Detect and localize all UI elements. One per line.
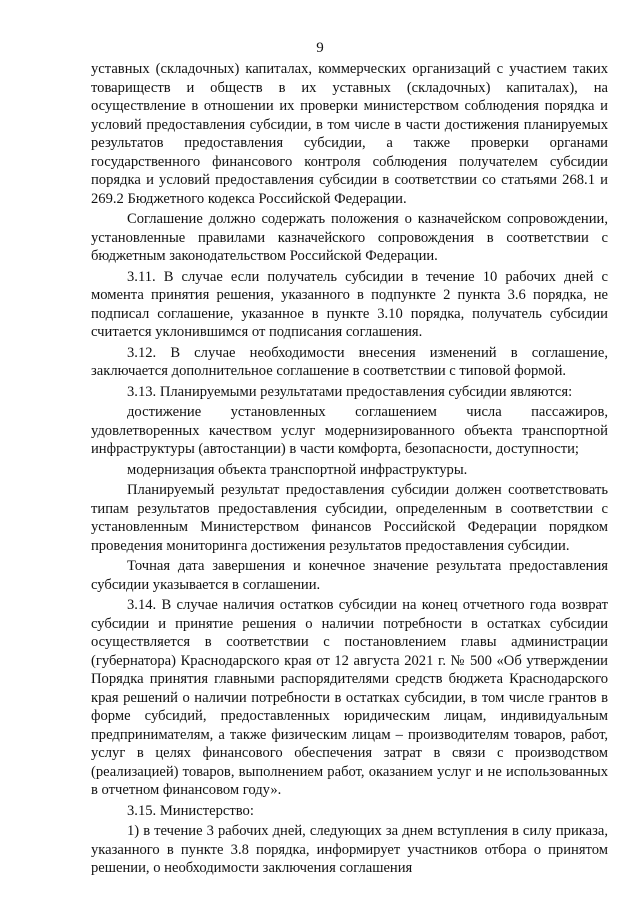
- paragraph-3-15: 3.15. Министерство:: [127, 802, 254, 819]
- document-body: [91, 60, 608, 878]
- paragraph-continuation: уставных (складочных) капиталах, коммерческих организаций с участием таких товариществ и обществ в их уставных (складочных) капиталах), на осуществление в отношении их проверки министерством соблюдения порядка и условий предоставления субсидии, в том числе в части достижения планируемых результатов предоставления субсидии, а также проверки органами государственного финансового контроля соблюдения получателем субсидии порядка и условий предоставления субсидии в соответствии со статьями 268.1 и 269.2 Бюджетного кодекса Российской Федерации.: [91, 61, 608, 207]
- paragraph-treasury-support: Соглашение должно содержать положения о казначейском сопровождении, установленные правилами казначейского сопровождения в соответствии с бюджетным законодательством Российской Федерации.: [91, 211, 608, 264]
- paragraph-3-15-item-1: 1) в течение 3 рабочих дней, следующих за днем вступления в силу приказа, указанного в пункте 3.8 порядка, информирует участников отбора о принятом решении, о необходимости заключения соглашения: [91, 823, 608, 876]
- paragraph-result-date: Точная дата завершения и конечное значение результата предоставления субсидии указывается в соглашении.: [91, 558, 608, 593]
- page-number: 9: [316, 40, 324, 56]
- paragraph-3-14: 3.14. В случае наличия остатков субсидии на конец отчетного года возврат субсидии и принятие решения о наличии потребности в остатках субсидии осуществляется в соответствии с постановлением главы администрации (губернатора) Краснодарского края от 12 августа 2021 г. № 500 «Об утверждении Порядка принятия главными распорядителями средств бюджета Краснодарского края решений о наличии потребности в остатках субсидии, в том числе грантов в форме субсидий, предоставленных юридическим лицам, индивидуальным предпринимателям, а также физическим лицам – производителям товаров, работ, услуг в целях финансового обеспечения затрат в связи с производством (реализацией) товаров, выполнением работ, оказанием услуг и не использованных в отчетном финансовом году».: [91, 597, 608, 798]
- paragraph-3-12: 3.12. В случае необходимости внесения изменений в соглашение, заключается дополнительное соглашение в соответствии с типовой формой.: [91, 344, 608, 379]
- paragraph-3-13: 3.13. Планируемыми результатами предоставления субсидии являются:: [127, 383, 573, 400]
- paragraph-result-modernization: модернизация объекта транспортной инфраструктуры.: [127, 461, 468, 478]
- paragraph-result-passengers: достижение установленных соглашением числа пассажиров, удовлетворенных качеством услуг модернизированного объекта транспортной инфраструктуры (автостанции) в части комфорта, безопасности, доступности;: [91, 404, 608, 457]
- paragraph-3-11: 3.11. В случае если получатель субсидии в течение 10 рабочих дней с момента принятия решения, указанного в подпункте 2 пункта 3.6 порядка, не подписал соглашение, указанное в пункте 3.10 порядка, получатель субсидии считается уклонившимся от подписания соглашения.: [91, 268, 608, 340]
- paragraph-result-types: Планируемый результат предоставления субсидии должен соответствовать типам результатов предоставления субсидии, определенным в соответствии с установленным Министерством финансов Российской Федерации порядком проведения мониторинга достижения результатов предоставления субсидии.: [91, 482, 608, 554]
